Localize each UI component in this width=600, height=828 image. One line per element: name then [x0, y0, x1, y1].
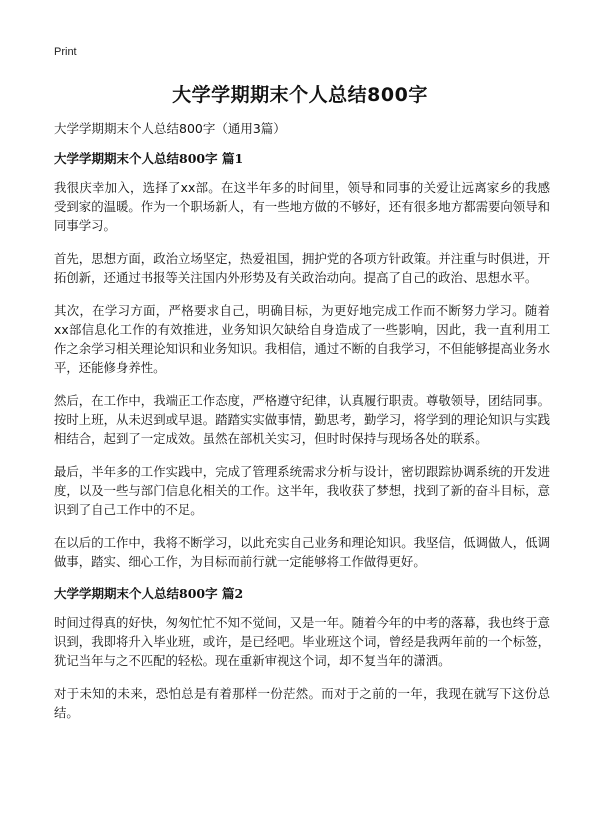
paragraph: 对于未知的未来，恐怕总是有着那样一份茫然。而对于之前的一年，我现在就写下这份总结。	[54, 686, 550, 720]
section-heading: 大学学期期末个人总结800字 篇1	[54, 151, 244, 166]
document-subtitle: 大学学期期末个人总结800字（通用3篇）	[54, 121, 286, 136]
paragraph: 时间过得真的好快，匆匆忙忙不知不觉间，又是一年。随着今年的中考的落幕，我也终于意识到，我即将升入毕业班，或许，是已经吧。毕业班这个词，曾经是我两年前的一个标签，犹记当年与之不匹配的轻松。现在重新审视这个词，却不复当年的潇洒。	[54, 615, 550, 668]
paragraph: 我很庆幸加入，选择了xx部。在这半年多的时间里，领导和同事的关爱让远离家乡的我感受到家的温暖。作为一个职场新人，有一些地方做的不够好，还有很多地方都需要向领导和同事学习。	[54, 180, 550, 233]
page-title: 大学学期期末个人总结800字	[172, 84, 428, 106]
section-heading: 大学学期期末个人总结800字 篇2	[54, 586, 244, 601]
paragraph: 在以后的工作中，我将不断学习，以此充实自己业务和理论知识。我坚信，低调做人，低调做事，踏实、细心工作，为目标而前行就一定能够将工作做得更好。	[54, 535, 550, 569]
section-2	[54, 585, 550, 722]
paragraph: 然后，在工作中，我端正工作态度，严格遵守纪律，认真履行职责。尊敬领导，团结同事。按时上班，从未迟到或早退。踏踏实实做事情，勤思考，勤学习，将学到的理论知识与实践相结合，起到了一定成效。虽然在部机关实习，但时时保持与现场各处的联系。	[54, 393, 550, 446]
document-body	[54, 120, 550, 736]
section-1	[54, 150, 550, 571]
print-label: Print	[54, 46, 77, 58]
paragraph: 其次，在学习方面，严格要求自己，明确目标，为更好地完成工作而不断努力学习。随着xx部信息化工作的有效推进，业务知识欠缺给自身造成了一些影响，因此，我一直利用工作之余学习相关理论知识和业务知识。我相信，通过不断的自我学习，不但能够提高业务水平，还能修身养性。	[54, 303, 550, 375]
paragraph: 最后，半年多的工作实践中，完成了管理系统需求分析与设计，密切跟踪协调系统的开发进度，以及一些与部门信息化相关的工作。这半年，我收获了梦想，找到了新的奋斗目标，意识到了自己工作中的不足。	[54, 464, 550, 517]
paragraph: 首先，思想方面，政治立场坚定，热爱祖国，拥护党的各项方针政策。并注重与时俱进，开拓创新，还通过书报等关注国内外形势及有关政治动向。提高了自己的政治、思想水平。	[54, 251, 550, 285]
